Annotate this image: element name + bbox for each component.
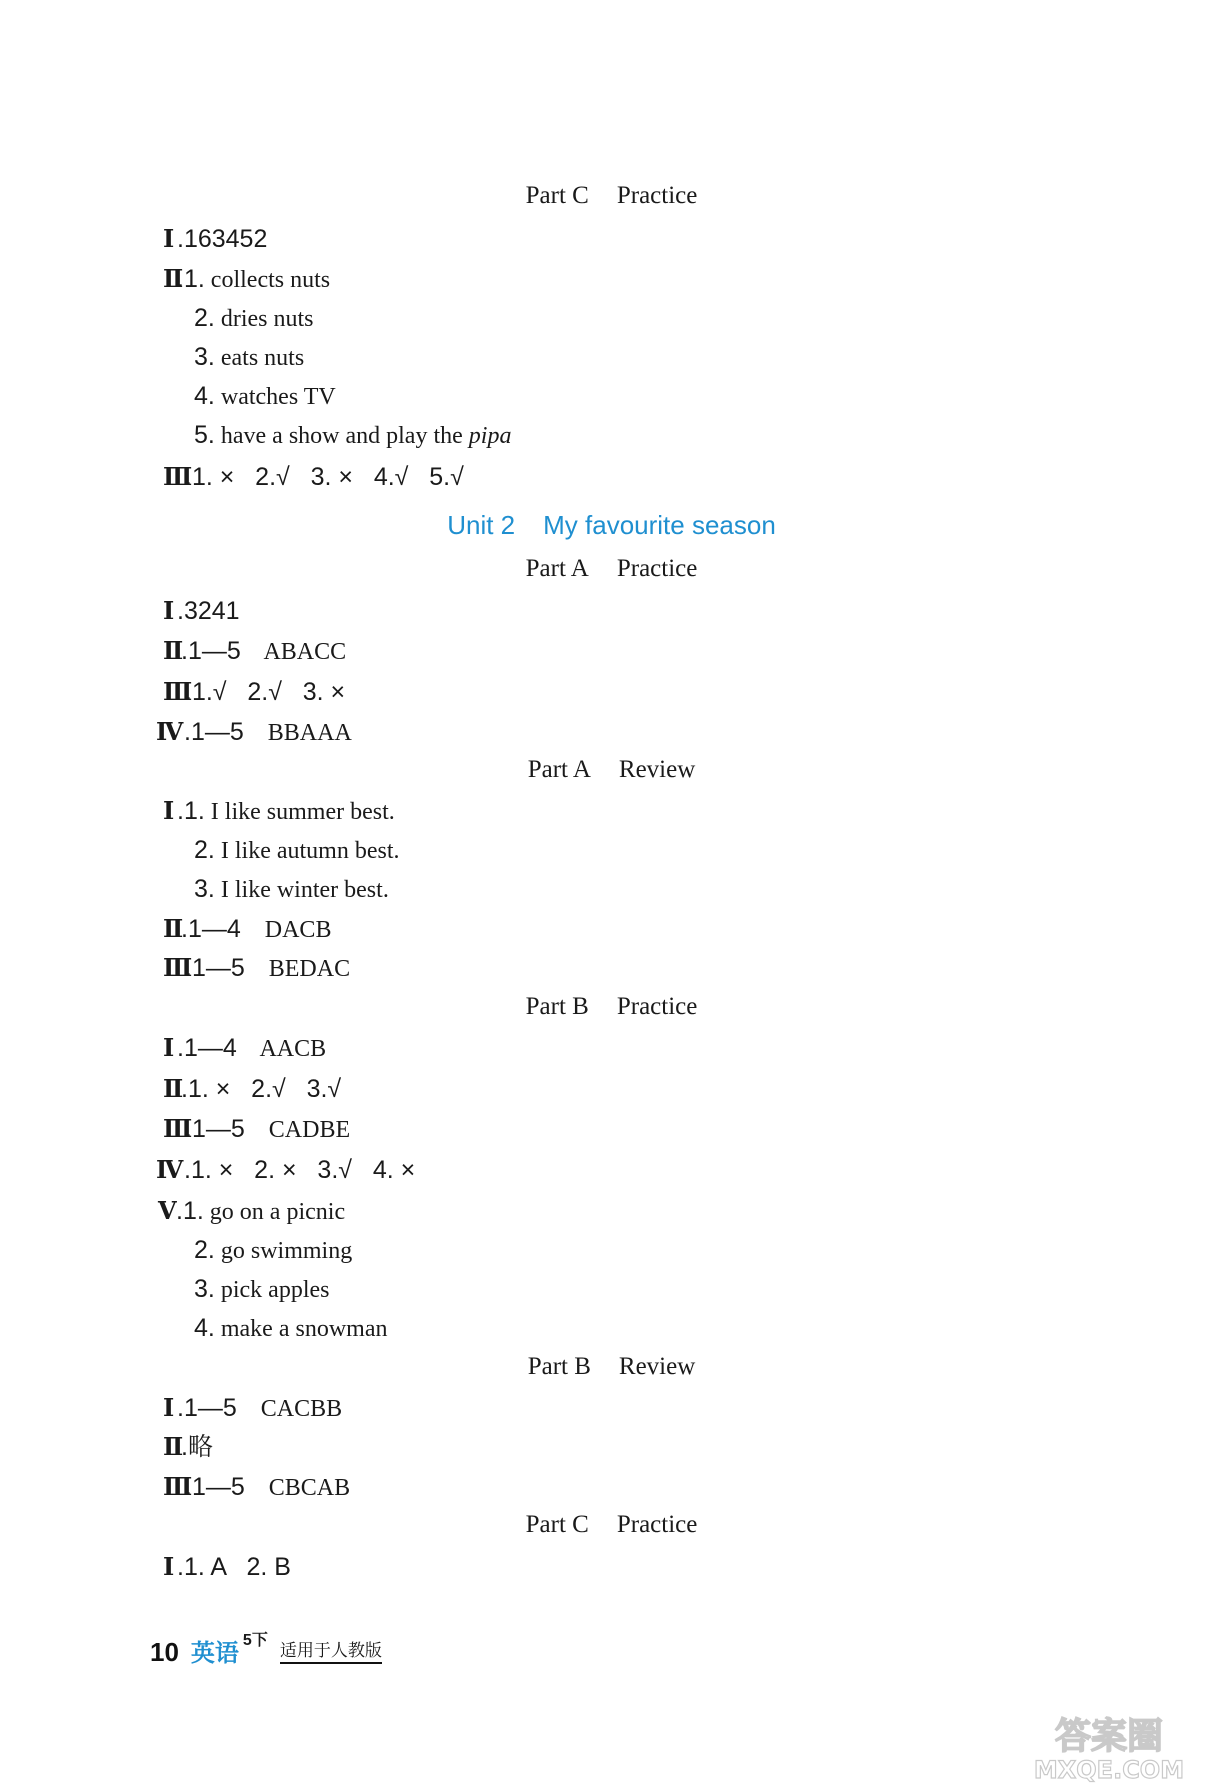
answer-line: Ⅱ .1—5 ABACC: [163, 636, 347, 665]
answer-line: Ⅱ .1—4 DACB: [163, 914, 332, 943]
section-heading: Part B Review: [527, 1353, 696, 1380]
answer-line: Ⅱ .1. × 2.√ 3.√: [163, 1074, 342, 1103]
page-footer: [150, 1628, 382, 1668]
answer-line: Ⅱ .略: [163, 1432, 213, 1461]
answer-line: Ⅲ .1—5 CADBE: [163, 1114, 351, 1143]
answer-line: Ⅳ .1—5 BBAAA: [156, 717, 352, 746]
answer-line: Ⅰ .1. A 2. B: [163, 1552, 291, 1581]
answer-line: Ⅰ .1—4 AACB: [163, 1033, 327, 1062]
answer-line: Ⅱ .1. collects nuts: [163, 264, 331, 293]
answer-line: 3. pick apples: [194, 1275, 330, 1303]
answer-line: Ⅰ .1. I like summer best.: [163, 796, 395, 825]
answer-line: Ⅳ .1. × 2. × 3.√ 4. ×: [156, 1155, 416, 1184]
answer-line: Ⅲ .1—5 CBCAB: [163, 1472, 351, 1501]
answer-line: Ⅲ .1. × 2.√ 3. × 4.√ 5.√: [163, 462, 464, 491]
answer-line: 2. dries nuts: [194, 304, 314, 332]
answer-line: 3. I like winter best.: [194, 875, 389, 903]
watermark-logo: [1009, 1706, 1209, 1784]
answer-line: 2. go swimming: [194, 1236, 353, 1264]
section-heading: Part B Practice: [525, 993, 698, 1020]
answer-line: Ⅰ .3241: [163, 596, 240, 625]
page-number: 10: [150, 1637, 179, 1667]
section-heading: Part A Review: [527, 756, 696, 783]
answer-line: Ⅰ .163452: [163, 224, 268, 253]
section-heading: Part C Practice: [525, 182, 698, 209]
answer-line: 2. I like autumn best.: [194, 836, 400, 864]
answer-line: Ⅲ .1—5 BEDAC: [163, 953, 351, 982]
answer-line: 3. eats nuts: [194, 343, 305, 371]
svg-text:MXQE.COM: MXQE.COM: [1033, 1756, 1185, 1784]
section-heading: Part C Practice: [525, 1511, 698, 1538]
grade-label: 5下: [242, 1632, 268, 1649]
answer-line: 5. have a show and play the pipa: [194, 421, 512, 449]
subject-label: 英语: [190, 1639, 239, 1667]
svg-text:答案圈: 答案圈: [1054, 1716, 1164, 1757]
section-heading: Part A Practice: [525, 555, 698, 582]
answer-line: 4. make a snowman: [194, 1314, 388, 1342]
unit-title: Unit 2 My favourite season: [447, 510, 776, 540]
answer-line: 4. watches TV: [194, 382, 336, 410]
answer-line: Ⅲ .1.√ 2.√ 3. ×: [163, 677, 346, 706]
edition-label: 适用于人教版: [280, 1636, 382, 1664]
answer-line: Ⅰ .1—5 CACBB: [163, 1393, 343, 1422]
answer-line: Ⅴ .1. go on a picnic: [158, 1196, 346, 1225]
